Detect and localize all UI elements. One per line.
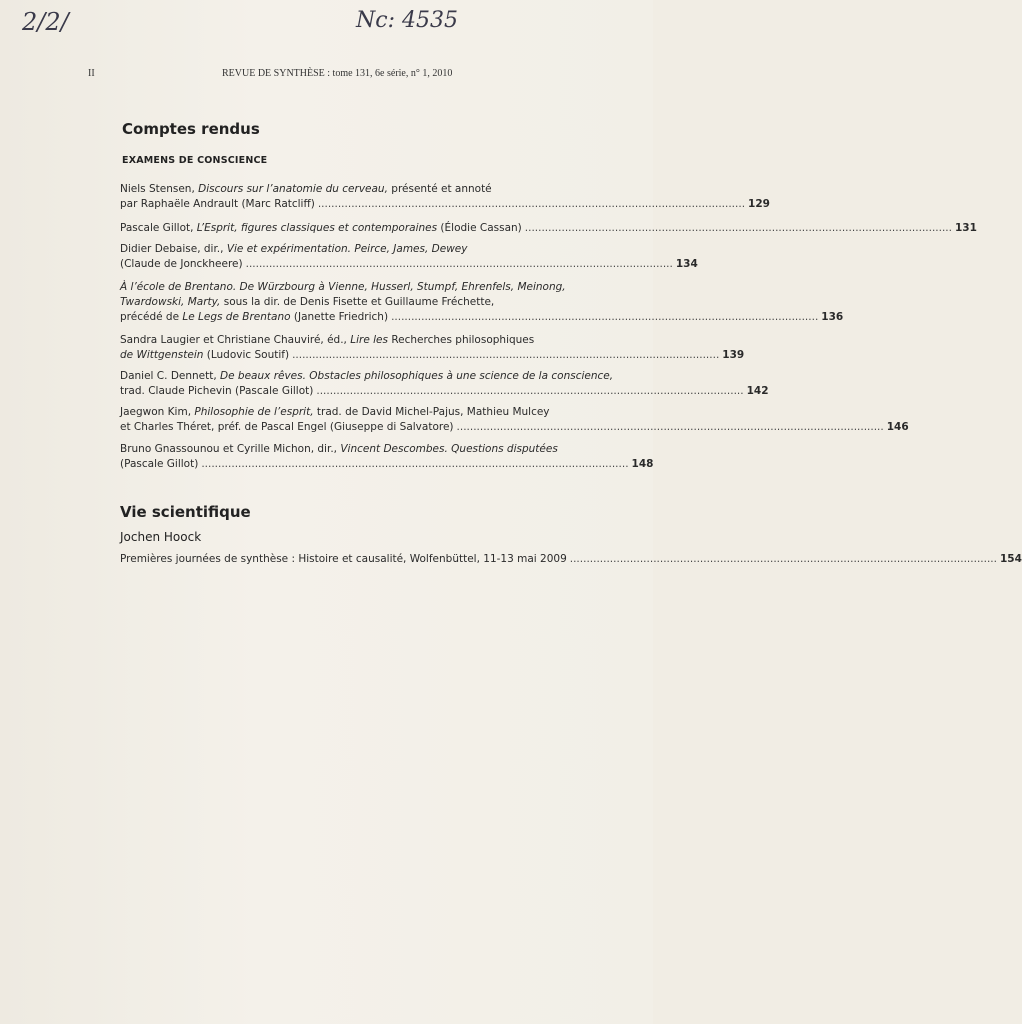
entry-text: trad. de David Michel-Pajus, Mathieu Mulcey	[313, 406, 550, 418]
toc-entry[interactable]	[120, 552, 1022, 567]
entry-line	[120, 221, 977, 236]
entry-title: Philosophie de l’esprit,	[194, 406, 314, 418]
entry-line	[120, 197, 770, 212]
handwritten-mark-left: 2/2/	[22, 8, 69, 36]
entry-page-number: 148	[631, 458, 654, 470]
entry-text: présenté et annoté	[387, 183, 492, 195]
entry-title: Vincent Descombes. Questions disputées	[340, 443, 558, 455]
entry-line	[120, 420, 909, 435]
entry-text: Premières journées de synthèse : Histoire et causalité, Wolfenbüttel, 11-13 mai 2009	[120, 553, 567, 565]
leader-dots: ................................................................................................................................	[201, 458, 629, 470]
entry-author: Sandra Laugier et Christiane Chauviré, éd.,	[120, 334, 351, 346]
leader-dots: ................................................................................................................................	[317, 198, 746, 210]
entry-author: Daniel C. Dennett,	[120, 370, 221, 382]
toc-entry[interactable]	[120, 442, 654, 472]
entry-line	[120, 369, 614, 384]
entry-line	[120, 295, 605, 310]
entry-line	[120, 182, 605, 197]
leader-dots: ................................................................................................................................	[524, 222, 952, 234]
entry-page-number: 131	[954, 222, 977, 234]
toc-entry[interactable]	[120, 405, 909, 435]
leader-dots: ................................................................................................................................	[245, 258, 673, 270]
entry-line	[120, 405, 605, 420]
entry-page-number: 136	[821, 311, 844, 323]
leader-dots: ................................................................................................................................	[391, 311, 819, 323]
entry-title: À l’école de Brentano. De Würzbourg à Vienne, Husserl, Stumpf, Ehrenfels, Meinong,	[120, 281, 566, 293]
handwritten-call-number: Nc: 4535	[356, 8, 458, 33]
entry-line	[120, 384, 769, 399]
entry-reviewer: (Janette Friedrich)	[290, 311, 389, 323]
entry-title: De beaux rêves. Obstacles philosophiques à une science de la conscience,	[220, 370, 614, 382]
entry-line	[120, 257, 698, 272]
entry-line	[120, 552, 1022, 567]
entry-title: de Wittgenstein	[120, 349, 204, 361]
entry-title: L’Esprit, figures classiques et contemporaines	[196, 222, 438, 234]
entry-text: par Raphaële Andrault (Marc Ratcliff)	[120, 198, 315, 210]
entry-page-number: 142	[746, 385, 769, 397]
entry-author: Pascale Gillot,	[120, 222, 197, 234]
entry-page-number: 129	[748, 198, 770, 210]
toc-entry[interactable]	[120, 242, 698, 272]
leader-dots: ................................................................................................................................	[292, 349, 720, 361]
entry-reviewer: (Ludovic Soutif)	[203, 349, 290, 361]
entry-line	[120, 242, 605, 257]
entry-title: Vie et expérimentation. Peirce, James, Dewey	[226, 243, 468, 255]
entry-title: Discours sur l’anatomie du cerveau,	[198, 183, 388, 195]
entry-reviewer: (Pascale Gillot)	[120, 458, 199, 470]
entry-title: Twardowski, Marty,	[120, 296, 221, 308]
section-title-vie-scientifique: Vie scientifique	[120, 503, 251, 521]
toc-entry[interactable]	[120, 182, 770, 212]
entry-line	[120, 442, 605, 457]
entry-author: Bruno Gnassounou et Cyrille Michon, dir.,	[120, 443, 341, 455]
entry-text: sous la dir. de Denis Fisette et Guillaume Fréchette,	[220, 296, 495, 308]
leader-dots: ................................................................................................................................	[569, 553, 997, 565]
subsection-title: EXAMENS DE CONSCIENCE	[122, 155, 268, 166]
entry-line	[120, 310, 844, 325]
section-author: Jochen Hoock	[120, 530, 202, 544]
leader-dots: ................................................................................................................................	[316, 385, 744, 397]
entry-text	[120, 310, 388, 325]
toc-entry[interactable]	[120, 333, 745, 363]
entry-reviewer: trad. Claude Pichevin (Pascale Gillot)	[120, 385, 314, 397]
entry-reviewer: et Charles Théret, préf. de Pascal Engel (Giuseppe di Salvatore)	[120, 421, 454, 433]
entry-line	[120, 348, 745, 363]
entry-author: Jaegwon Kim,	[120, 406, 195, 418]
page-number: II	[88, 68, 95, 79]
toc-entry[interactable]	[120, 221, 977, 236]
entry-text	[120, 221, 522, 236]
entry-line	[120, 333, 605, 348]
entry-text	[120, 348, 289, 363]
section-title-comptes-rendus: Comptes rendus	[122, 120, 260, 138]
entry-page-number: 146	[886, 421, 909, 433]
entry-text: précédé de	[120, 311, 183, 323]
entry-reviewer: (Élodie Cassan)	[437, 222, 522, 234]
entry-title: Recherches philosophiques	[387, 334, 535, 346]
entry-title: Le Legs de Brentano	[182, 311, 291, 323]
entry-page-number: 139	[722, 349, 745, 361]
entry-title: Lire les	[350, 334, 388, 346]
entry-author: Didier Debaise, dir.,	[120, 243, 227, 255]
entry-page-number: 134	[675, 258, 698, 270]
entry-page-number: 154	[999, 553, 1022, 565]
toc-entry[interactable]	[120, 369, 769, 399]
entry-author: Niels Stensen,	[120, 183, 199, 195]
toc-entry[interactable]	[120, 280, 844, 325]
journal-title: REVUE DE SYNTHÈSE : tome 131, 6e série, n° 1, 2010	[222, 68, 453, 79]
entry-line	[120, 280, 605, 295]
leader-dots: ................................................................................................................................	[456, 421, 884, 433]
entry-line	[120, 457, 654, 472]
entry-reviewer: (Claude de Jonckheere)	[120, 258, 243, 270]
